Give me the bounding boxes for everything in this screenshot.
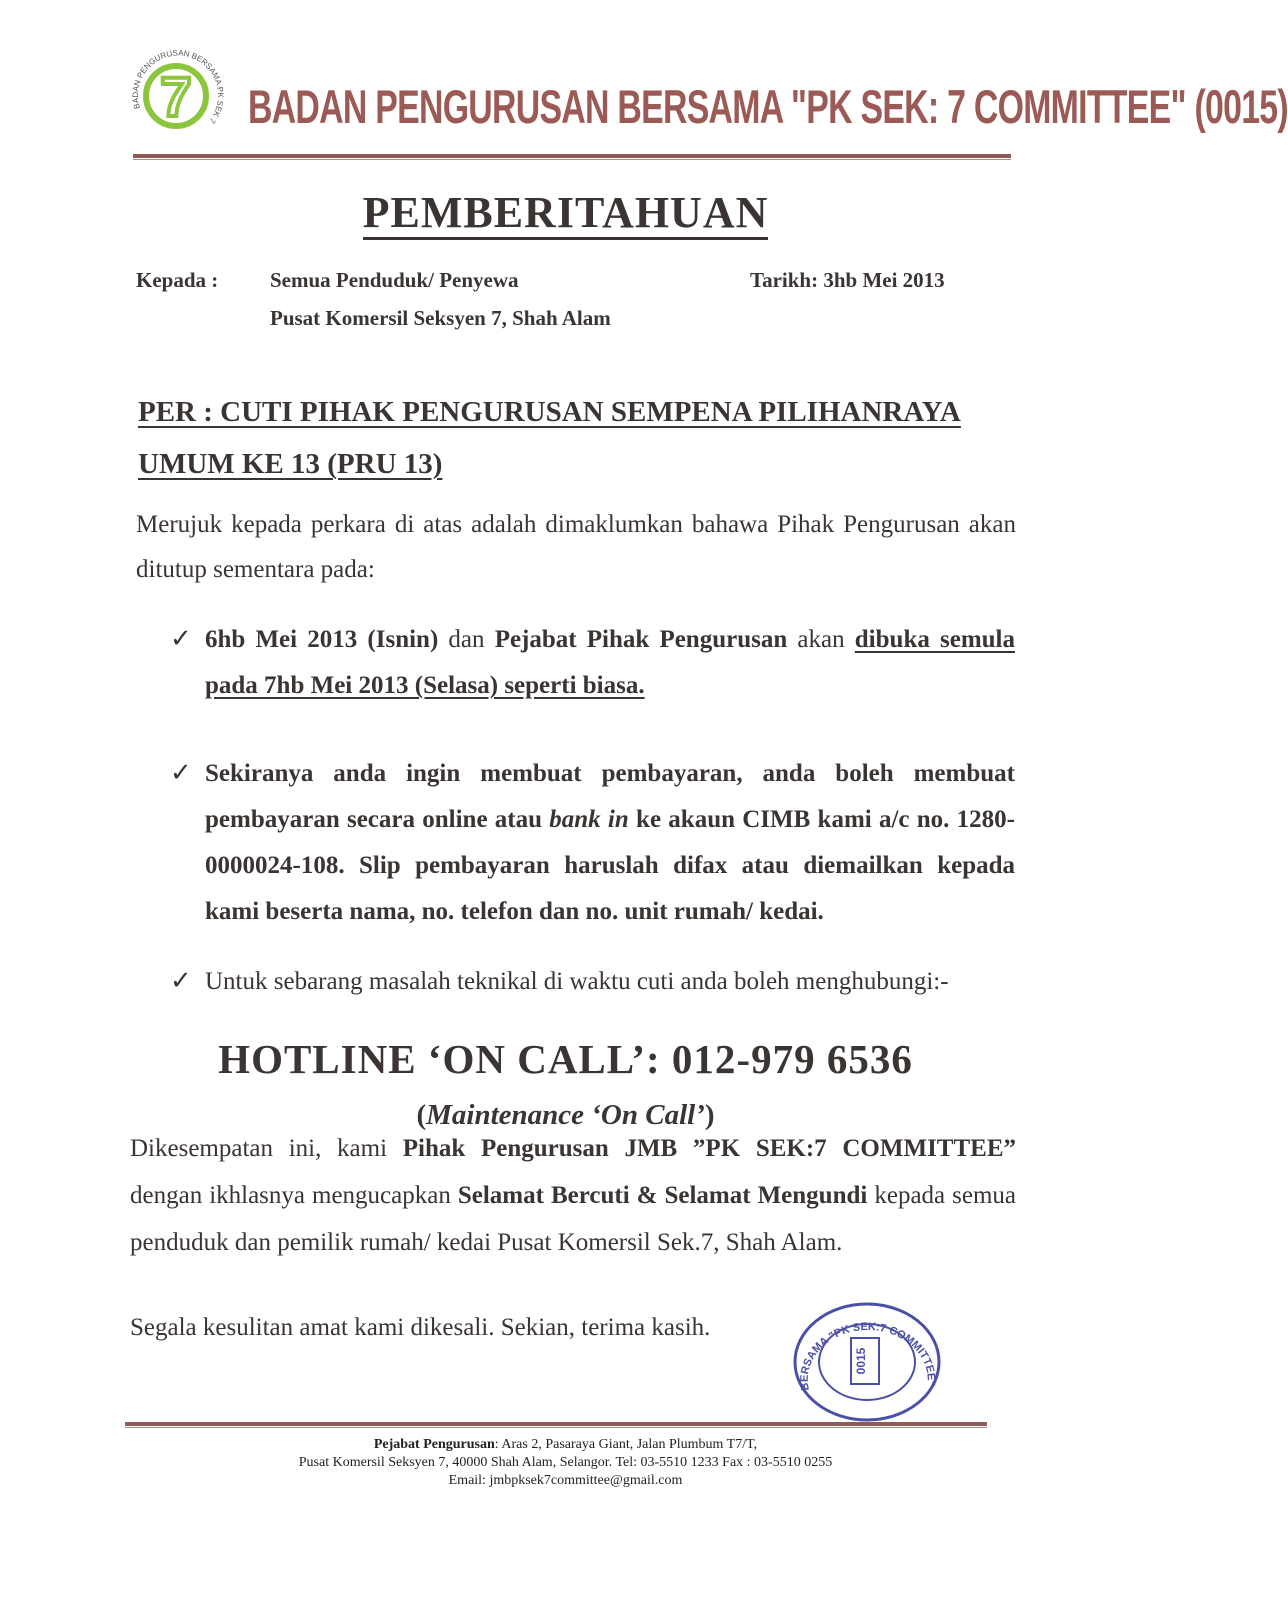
recipient-line-1: Semua Penduduk/ Penyewa xyxy=(270,268,519,292)
footer-divider xyxy=(125,1422,987,1428)
payment-text: Sekiranya anda ingin membuat pembayaran, anda boleh membuat pembayaran secara online atau xyxy=(205,760,1015,833)
footer-address-text: : Aras 2, Pasaraya Giant, Jalan Plumbum T7/T, xyxy=(494,1437,758,1452)
greeting: Selamat Bercuti & Selamat Mengundi xyxy=(457,1182,868,1209)
subject-line-1: PER : CUTI PIHAK PENGURUSAN SEMPENA PILIHANRAYA xyxy=(138,396,961,428)
svg-text:BERSAMA "PK SEK:7 COMMITTEE" P xyxy=(787,1300,937,1391)
reopen-date: dibuka semula pada 7hb Mei 2013 (Selasa) seperti biasa. xyxy=(205,626,1015,699)
closing-text-c: dengan ikhlasnya mengucapkan xyxy=(130,1182,458,1209)
paren-close: ) xyxy=(704,1099,715,1131)
subject xyxy=(138,386,1018,490)
organization-title: BADAN PENGURUSAN BERSAMA "PK SEK: 7 COMMITTEE" (0015) xyxy=(248,80,1288,133)
bank-in-text: bank in xyxy=(549,806,629,833)
footer-email: Email: jmbpksek7committee@gmail.com xyxy=(448,1473,683,1488)
check-icon: ✓ xyxy=(170,966,192,995)
footer-office-label: Pejabat Pengurusan xyxy=(373,1437,495,1452)
notice-heading xyxy=(0,187,1131,238)
organization-logo xyxy=(124,46,228,142)
closing-text-a: Dikesempatan ini, kami xyxy=(130,1135,403,1162)
management-name: Pihak Pengurusan JMB ”PK SEK:7 COMMITTEE” xyxy=(402,1135,1017,1162)
bullet-closure-dates xyxy=(205,617,1015,709)
office-name: Pejabat Pihak Pengurusan xyxy=(494,626,788,653)
logo-mark: 7 xyxy=(160,65,192,128)
paren-open: ( xyxy=(416,1099,427,1131)
bullet1-connector-2: akan xyxy=(787,626,855,653)
intro-paragraph: Merujuk kepada perkara di atas adalah dimaklumkan bahawa Pihak Pengurusan akan ditutup sementara pada: xyxy=(136,511,1016,583)
notice-date: Tarikh: 3hb Mei 2013 xyxy=(750,268,945,292)
hotline-number: HOTLINE ‘ON CALL’: 012-979 6536 xyxy=(218,1036,913,1082)
logo-ring-text: BADAN PENGURUSAN BERSAMA PK SEK 7 xyxy=(130,48,226,126)
notice-heading-text: PEMBERITAHUAN xyxy=(363,188,769,240)
maintenance-text: Maintenance ‘On Call’ xyxy=(426,1099,705,1131)
stamp-number: 0015 xyxy=(854,1347,868,1375)
footer-address-2: Pusat Komersil Seksyen 7, 40000 Shah Alam, Selangor. Tel: 03-5510 1233 Fax : 03-5510 0255 xyxy=(298,1455,833,1470)
official-stamp xyxy=(787,1300,947,1430)
recipient-line-2: Pusat Komersil Seksyen 7, Shah Alam xyxy=(270,306,611,330)
subject-line-2: UMUM KE 13 (PRU 13) xyxy=(138,448,443,480)
bullet-payment-info xyxy=(205,751,1015,935)
check-icon: ✓ xyxy=(170,758,192,787)
to-label: Kepada : xyxy=(136,268,219,292)
closing-paragraph xyxy=(130,1125,1016,1266)
closure-date: 6hb Mei 2013 (Isnin) xyxy=(205,626,439,653)
bullet1-connector: dan xyxy=(438,626,495,653)
apology-line: Segala kesulitan amat kami dikesali. Sekian, terima kasih. xyxy=(130,1314,711,1341)
bullet-contact: Untuk sebarang masalah teknikal di waktu cuti anda boleh menghubungi:- xyxy=(205,968,949,995)
header-divider xyxy=(133,154,1011,160)
payment-account-text: ke akaun CIMB kami a/c no. 1280-0000024-108. Slip pembayaran haruslah difax atau diemailkan kepada kami beserta nama, no. telefon dan no. unit rumah/ kedai. xyxy=(205,806,1015,925)
footer-address-1 xyxy=(0,1436,1131,1454)
closing-text-e: kepada semua penduduk dan pemilik rumah/ kedai Pusat Komersil Sek.7, Shah Alam. xyxy=(130,1182,1017,1256)
check-icon: ✓ xyxy=(170,624,192,653)
stamp-ring-text: BERSAMA "PK SEK:7 COMMITTEE" xyxy=(798,1320,937,1392)
